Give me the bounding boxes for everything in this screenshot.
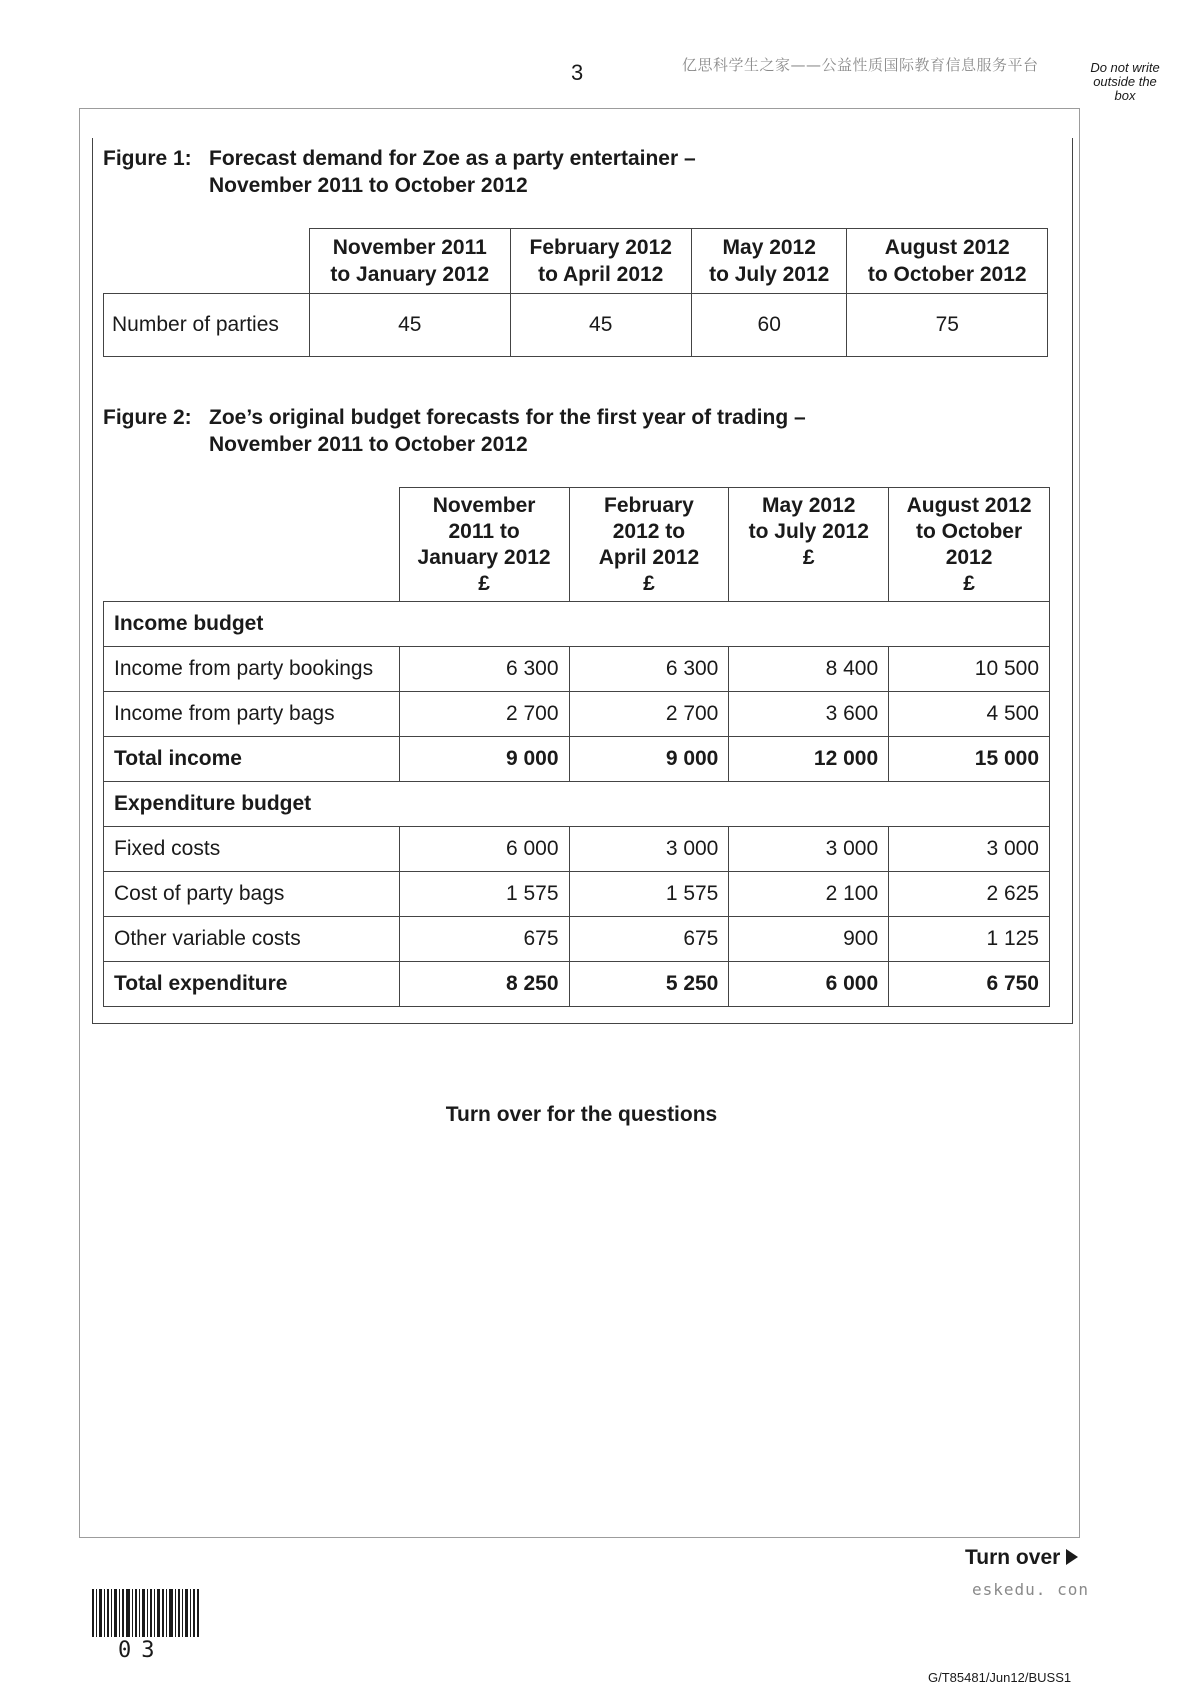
arrow-right-icon [1066, 1549, 1078, 1565]
table-row [104, 872, 1050, 917]
margin-note-line: outside the [1093, 74, 1157, 89]
table-cell: 6 300 [569, 647, 729, 692]
row-label: Total expenditure [104, 962, 400, 1007]
table-cell: 675 [399, 917, 569, 962]
turn-over-text: Turn over [965, 1546, 1061, 1569]
column-header [691, 229, 847, 294]
table-cell: 9 000 [569, 737, 729, 782]
table-cell: 60 [691, 294, 847, 357]
figure1-title-line2: November 2011 to October 2012 [209, 174, 528, 197]
table-cell: 2 700 [399, 692, 569, 737]
row-label: Number of parties [104, 294, 310, 357]
figure2-title-line2: November 2011 to October 2012 [209, 433, 528, 456]
margin-note [1080, 61, 1170, 103]
figure1-title-line1: Forecast demand for Zoe as a party entertainer – [209, 147, 696, 170]
column-header-line: 2012 [945, 545, 993, 569]
figure2-title-line1: Zoe’s original budget forecasts for the first year of trading – [209, 406, 806, 429]
table-row [104, 647, 1050, 692]
table-row [104, 294, 1048, 357]
column-header-line: August 2012 [906, 493, 1032, 517]
table-cell: 3 000 [729, 827, 889, 872]
table-cell: 45 [510, 294, 691, 357]
column-header-line: April 2012 [598, 545, 700, 569]
table-cell: 1 575 [399, 872, 569, 917]
table-cell: 45 [310, 294, 511, 357]
exam-code: G/T85481/Jun12/BUSS1 [928, 1670, 1072, 1685]
column-header-line: to July 2012 [748, 520, 869, 543]
table-cell: 6 000 [729, 962, 889, 1007]
column-header [510, 229, 691, 294]
figure2-table [103, 487, 1050, 1007]
table-cell: 4 500 [889, 692, 1050, 737]
figure1-table [103, 228, 1048, 357]
table-row [104, 827, 1050, 872]
table-cell: 900 [729, 917, 889, 962]
table-cell: 3 000 [889, 827, 1050, 872]
section-heading: Income budget [104, 602, 1050, 647]
column-header [399, 488, 569, 602]
column-header-line: May 2012 [722, 236, 816, 259]
table-cell: 15 000 [889, 737, 1050, 782]
column-header-line: to October [915, 519, 1023, 543]
column-header-line: 2012 to [612, 519, 686, 543]
blank-cell [104, 488, 400, 602]
total-row [104, 737, 1050, 782]
turn-over-label [965, 1546, 1078, 1570]
figure1-title [103, 145, 696, 199]
row-label: Income from party bookings [104, 647, 400, 692]
figure2-label: Figure 2: [103, 406, 192, 429]
row-label: Cost of party bags [104, 872, 400, 917]
table-cell: 1 575 [569, 872, 729, 917]
total-row [104, 962, 1050, 1007]
watermark-text: 亿思科学生之家——公益性质国际教育信息服务平台 [682, 56, 1039, 74]
table-cell: 9 000 [399, 737, 569, 782]
column-header [310, 229, 511, 294]
barcode-icon [92, 1589, 200, 1637]
turn-over-questions-note: Turn over for the questions [445, 1103, 718, 1126]
table-cell: 10 500 [889, 647, 1050, 692]
table-cell: 3 000 [569, 827, 729, 872]
column-header-line: to July 2012 [709, 263, 830, 286]
column-header-line: November [432, 493, 536, 517]
table-cell: 2 700 [569, 692, 729, 737]
row-label: Other variable costs [104, 917, 400, 962]
table-cell: 6 000 [399, 827, 569, 872]
column-header-line: May 2012 [762, 494, 856, 517]
column-header-line: February 2012 [529, 236, 672, 259]
column-header-line: to October 2012 [867, 263, 1027, 286]
section-heading: Expenditure budget [104, 782, 1050, 827]
table-row [104, 692, 1050, 737]
table-row [104, 917, 1050, 962]
column-header [569, 488, 729, 602]
column-header-line: to January 2012 [330, 263, 490, 286]
table-cell: 2 100 [729, 872, 889, 917]
column-header [889, 488, 1050, 602]
column-header-line: £ [802, 546, 815, 569]
table-cell: 6 750 [889, 962, 1050, 1007]
table-header-row [104, 488, 1050, 602]
table-cell: 1 125 [889, 917, 1050, 962]
column-header-line: January 2012 [417, 545, 551, 569]
table-cell: 6 300 [399, 647, 569, 692]
row-label: Fixed costs [104, 827, 400, 872]
table-cell: 2 625 [889, 872, 1050, 917]
column-header-line: £ [963, 571, 975, 595]
row-label: Income from party bags [104, 692, 400, 737]
table-cell: 5 250 [569, 962, 729, 1007]
table-cell: 75 [847, 294, 1048, 357]
column-header-line: February [604, 493, 694, 517]
section-row [104, 602, 1050, 647]
margin-note-line: box [1114, 88, 1136, 103]
blank-cell [104, 229, 310, 294]
column-header-line: £ [643, 571, 655, 595]
table-cell: 8 400 [729, 647, 889, 692]
figure1-label: Figure 1: [103, 147, 192, 170]
column-header-line: £ [478, 571, 490, 595]
table-header-row [104, 229, 1048, 294]
table-cell: 12 000 [729, 737, 889, 782]
source-watermark: eskedu. con [972, 1580, 1089, 1599]
page-number: 3 [571, 60, 584, 85]
section-row [104, 782, 1050, 827]
column-header-line: August 2012 [884, 236, 1010, 259]
row-label: Total income [104, 737, 400, 782]
barcode-number: 03 [118, 1638, 165, 1663]
table-cell: 8 250 [399, 962, 569, 1007]
column-header-line: to April 2012 [538, 263, 664, 286]
figure2-title [103, 404, 806, 458]
table-cell: 675 [569, 917, 729, 962]
column-header-line: November 2011 [332, 236, 487, 259]
table-cell: 3 600 [729, 692, 889, 737]
column-header-line: 2011 to [448, 519, 520, 543]
margin-note-line: Do not write [1090, 60, 1160, 75]
column-header [847, 229, 1048, 294]
column-header [729, 488, 889, 602]
